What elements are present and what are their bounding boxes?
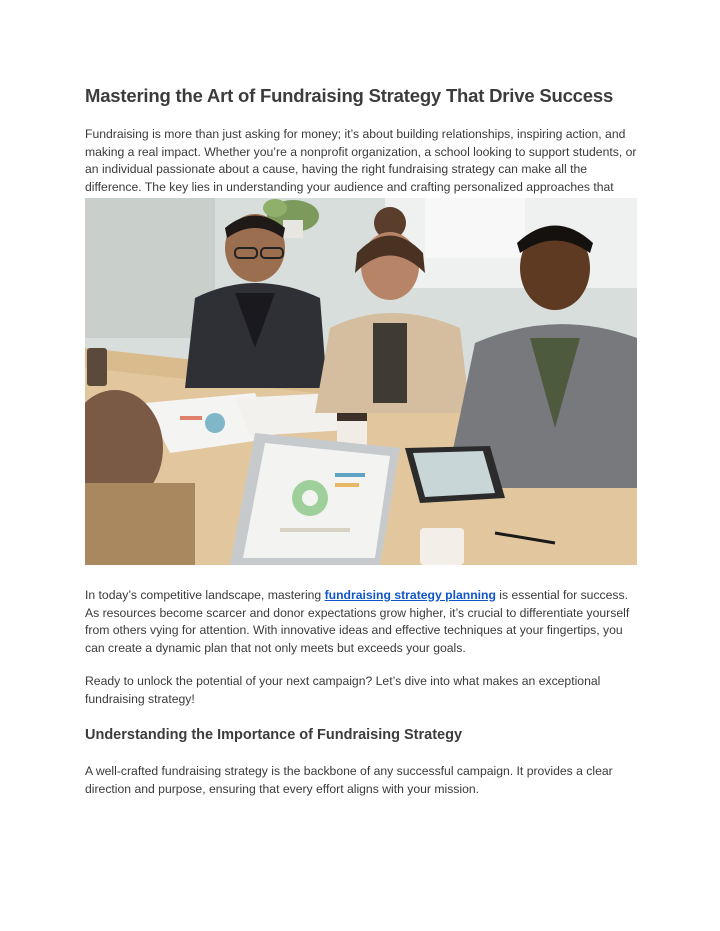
team-meeting-photo [85, 198, 637, 565]
photo-illustration [85, 198, 637, 565]
section-heading: Understanding the Importance of Fundraising Strategy [85, 727, 463, 743]
article-title: Mastering the Art of Fundraising Strategy That Drive Success [85, 85, 614, 106]
importance-paragraph: A well-crafted fundraising strategy is the backbone of any successful campaign. It provides a clear direction and purpose, ensuring that every effort aligns with your mission. [85, 764, 613, 796]
para2-text-after: is essential for success. As resources become scarcer and donor expectations grow higher, it’s crucial to differentiate yourself from others vying for attention. With innovative ideas and effective techniques at your fingertips, you can create a dynamic plan that not only meets but exceeds your goals. [85, 588, 630, 655]
intro-paragraph: Fundraising is more than just asking for money; it’s about building relationships, inspiring action, and making a real impact. Whether you’re a nonprofit organization, a school looking to support students, or an individual passionate about a cause, having the right fundraising strategy can make all the difference. The key lies in understanding your audience and crafting personalized approaches that [85, 127, 637, 194]
para2-text-before: In today’s competitive landscape, mastering [85, 588, 325, 602]
fundraising-strategy-planning-link[interactable]: fundraising strategy planning [324, 588, 496, 602]
competitive-landscape-paragraph [85, 587, 637, 657]
call-to-action-paragraph: Ready to unlock the potential of your next campaign? Let’s dive into what makes an exceptional fundraising strategy! [85, 674, 601, 706]
